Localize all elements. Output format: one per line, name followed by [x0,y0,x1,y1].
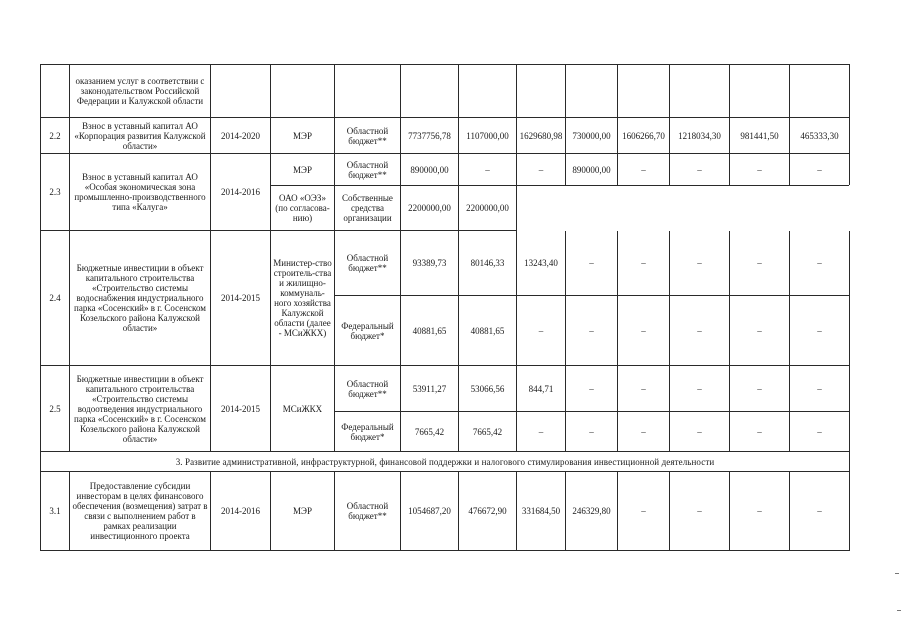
amount-total: 2200000,00 [401,186,459,231]
amount-year: – [618,231,670,296]
amount-year: – [618,296,670,366]
executor: МЭР [271,118,335,154]
funding-source: Федеральный бюджет* [335,296,401,366]
event-description: Предоставление субсидии инвесторам в целях финансового обеспечения (возмещения) затрат в связи с выполнением работ в рамках реализации инвестиционного проекта [70,472,211,551]
funding-source: Областной бюджет** [335,231,401,296]
amount-total: 53911,27 [401,366,459,412]
amount-year: – [730,366,790,412]
table-row [41,154,850,186]
section-title: 3. Развитие административной, инфраструктурной, финансовой поддержки и налогового стимулирования инвестиционной деятельности [41,452,850,472]
scan-mark [895,573,899,574]
amount-year: 1107000,00 [459,118,517,154]
amount-year: 2200000,00 [459,186,517,231]
amount-year: – [670,412,730,452]
amount-year: 7665,42 [459,412,517,452]
executor: МЭР [271,472,335,551]
amount-year: 844,71 [517,366,566,412]
empty-cell [517,186,850,231]
amount-year: 13243,40 [517,231,566,296]
amount-year: 730000,00 [566,118,618,154]
amount-year: – [670,472,730,551]
amount-year: – [670,296,730,366]
amount-total: 890000,00 [401,154,459,186]
row-number: 2.3 [41,154,70,231]
event-description: Взнос в уставный капитал АО «Корпорация развития Калужской области» [70,118,211,154]
funding-source: Областной бюджет** [335,154,401,186]
executor: ОАО «ОЭЗ» (по согласова-нию) [271,186,335,231]
table-row [41,231,850,296]
row-number: 3.1 [41,472,70,551]
amount-year: – [566,366,618,412]
funding-source: Собственные средства организации [335,186,401,231]
executor: МСиЖКХ [271,366,335,452]
amount-year: – [459,154,517,186]
event-description: Взнос в уставный капитал АО «Особая экономическая зона промышленно-производственного типа «Калуга» [70,154,211,231]
amount-year: 40881,65 [459,296,517,366]
amount-year: – [517,296,566,366]
row-number: 2.5 [41,366,70,452]
amount-year: – [618,366,670,412]
period: 2014-2016 [211,472,271,551]
amount-year: – [670,366,730,412]
amount-total: 93389,73 [401,231,459,296]
funding-source: Областной бюджет** [335,472,401,551]
amount-year: 331684,50 [517,472,566,551]
amount-year: – [566,231,618,296]
amount-year: – [730,231,790,296]
amount-year: 981441,50 [730,118,790,154]
row-number: 2.4 [41,231,70,366]
amount-total: 1054687,20 [401,472,459,551]
event-description: оказанием услуг в соответствии с законодательством Российской Федерации и Калужской области [70,65,211,118]
amount-year: – [730,154,790,186]
event-description: Бюджетные инвестиции в объект капитального строительства «Строительство системы водоотведения индустриального парка «Сосенский» в г. Сосенском Козельского района Калужской области» [70,366,211,452]
table-row [41,472,850,551]
funding-source: Областной бюджет** [335,366,401,412]
amount-year: 1606266,70 [618,118,670,154]
period: 2014-2015 [211,366,271,452]
program-table [40,64,850,551]
row-number: 2.2 [41,118,70,154]
amount-year: – [790,472,850,551]
amount-year: 890000,00 [566,154,618,186]
event-description: Бюджетные инвестиции в объект капитального строительства «Строительство системы водоснабжения индустриального парка «Сосенский» в г. Сосенском Козельского района Калужской области» [70,231,211,366]
amount-year: 465333,30 [790,118,850,154]
amount-year: – [730,296,790,366]
table-row [41,65,850,118]
scan-mark [897,610,901,611]
amount-year: – [517,412,566,452]
amount-year: – [566,296,618,366]
amount-total: 40881,65 [401,296,459,366]
amount-year: – [566,412,618,452]
amount-year: – [670,231,730,296]
amount-year: – [790,296,850,366]
table-row [41,366,850,412]
amount-year: 476672,90 [459,472,517,551]
section-row [41,452,850,472]
funding-source: Областной бюджет** [335,118,401,154]
amount-year: – [790,412,850,452]
amount-year: 1218034,30 [670,118,730,154]
table-row [41,118,850,154]
amount-total: 7737756,78 [401,118,459,154]
amount-year: – [618,154,670,186]
amount-year: – [730,472,790,551]
amount-year: – [790,366,850,412]
executor: МЭР [271,154,335,186]
amount-year: 246329,80 [566,472,618,551]
amount-year: – [790,231,850,296]
amount-year: – [618,412,670,452]
amount-year: – [517,154,566,186]
amount-total: 7665,42 [401,412,459,452]
amount-year: – [618,472,670,551]
amount-year: – [790,154,850,186]
amount-year: 80146,33 [459,231,517,296]
period: 2014-2016 [211,154,271,231]
period: 2014-2015 [211,231,271,366]
amount-year: 53066,56 [459,366,517,412]
funding-source: Федеральный бюджет* [335,412,401,452]
executor: Министер-ство строитель-ства и жилищно-коммуналь-ного хозяйства Калужской области (далее - МСиЖКХ) [271,231,335,366]
amount-year: – [730,412,790,452]
amount-year: – [670,154,730,186]
amount-year: 1629680,98 [517,118,566,154]
row-number [41,65,70,118]
period: 2014-2020 [211,118,271,154]
